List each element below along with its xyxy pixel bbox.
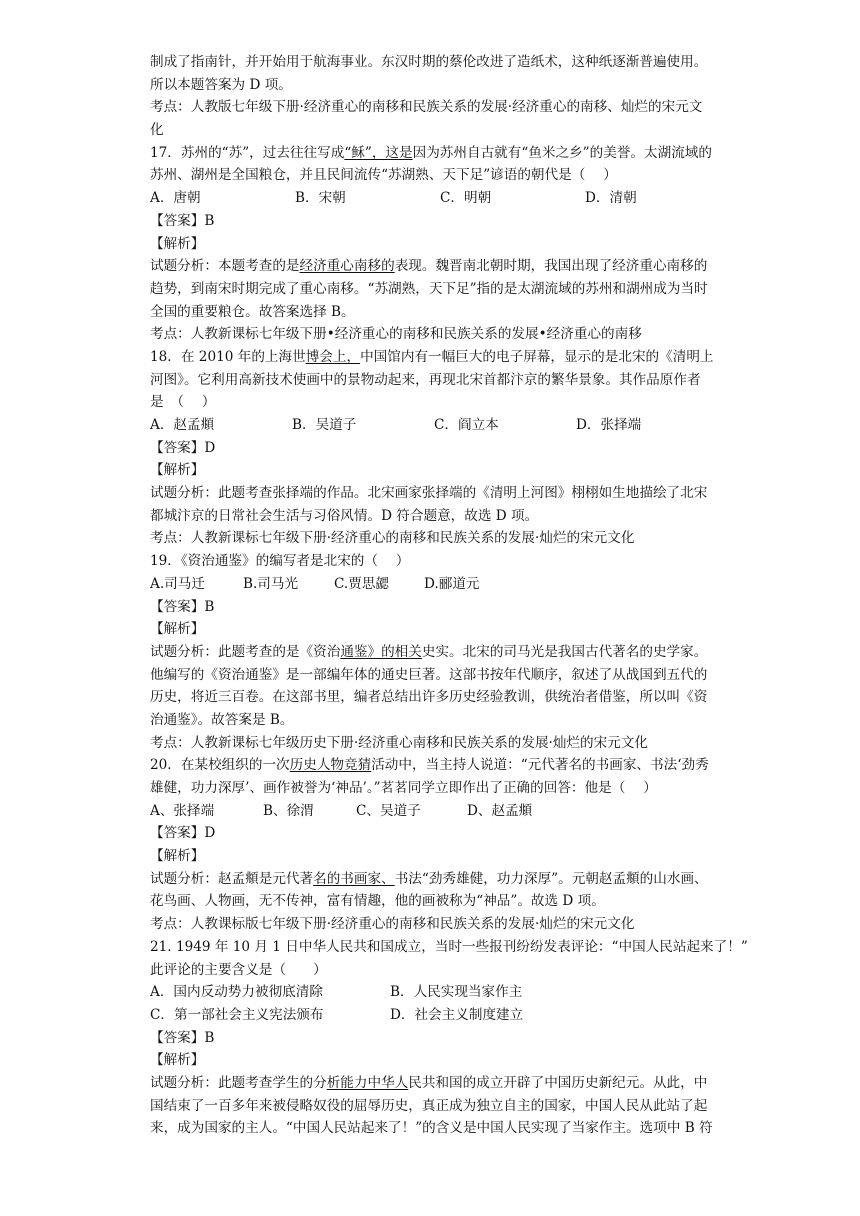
q18-jiexi-label: 【解析】 [150, 462, 205, 479]
option-b: B、徐渭 [263, 802, 314, 819]
q21-answer: 【答案】B [150, 1029, 215, 1046]
option-d: D.郦道元 [424, 575, 480, 592]
q20-stem: 雄健，功力深厚’、画作被誉为‘神品’。”茗茗同学立即作出了正确的回答：他是（ ） [150, 780, 657, 796]
q17-kaodian: 考点：人教新课标七年级下册•经济重心的南移和民族关系的发展•经济重心的南移 [150, 326, 642, 343]
q17-options [150, 187, 785, 210]
q19-analysis: 历史，将近三百卷。在这部书里，编者总结出许多历史经验教训，供统治者借鉴，所以叫《资 [150, 689, 708, 706]
q19-kaodian: 考点：人教新课标七年级历史下册·经济重心南移和民族关系的发展·灿烂的宋元文化 [150, 734, 649, 751]
underlined-text: 历史人物竞猜 [289, 757, 372, 774]
underlined-text: 经济重心南移的 [299, 258, 395, 275]
q17-analysis: 试题分析：本题考查的是经济重心南移的表现。魏晋南北朝时期，我国出现了经济重心南移的 [150, 258, 708, 275]
q20-answer: 【答案】D [150, 825, 216, 842]
q21-stem: 此评论的主要含义是（ ） [150, 961, 327, 978]
option-d: D．张择端 [576, 417, 642, 433]
option-b: B．吴道子 [292, 417, 357, 433]
option-a: A．赵孟頫 [150, 417, 215, 433]
option-c: C．第一部社会主义宪法颁布 [150, 1006, 324, 1023]
q16-analysis-line: 制成了指南针，并开始用于航海事业。东汉时期的蔡伦改进了造纸术，这种纸逐渐普遍使用。 [150, 54, 708, 70]
q17-analysis: 全国的重要粮仓。故答案选择 B。 [150, 303, 355, 320]
option-d: D．清朝 [585, 190, 637, 207]
option-c: C.贾思勰 [334, 575, 390, 592]
q20-kaodian: 考点：人教课标版七年级下册·经济重心的南移和民族关系的发展·灿烂的宋元文化 [150, 916, 635, 933]
option-d: D、赵孟頫 [467, 802, 533, 819]
q16-kaodian: 考点：人教版七年级下册·经济重心的南移和民族关系的发展·经济重心的南移、灿烂的宋元文 [150, 99, 703, 116]
underlined-text: “稣”，这是 [344, 144, 413, 161]
q19-analysis: 他编写的《资治通鉴》是一部编年体的通史巨著。这部书按年代顺序，叙述了从战国到五代的 [150, 666, 708, 683]
q18-analysis: 试题分析：此题考查张择端的作品。北宋画家张择端的《清明上河图》栩栩如生地描绘了北宋 [150, 485, 708, 502]
q21-options-row [150, 1004, 785, 1027]
q19-stem: 19．《资治通鉴》的编写者是北宋的（ ） [150, 553, 410, 570]
option-c: C、吴道子 [356, 802, 421, 819]
underlined-text: 博会上， [305, 348, 361, 365]
q20-analysis: 花鸟画、人物画，无不传神，富有情趣，他的画被称为“神品”。故选 D 项。 [150, 893, 605, 910]
option-a: A．唐朝 [150, 190, 201, 207]
option-a: A．国内反动势力被彻底清除 [150, 984, 323, 1001]
option-a: A.司马迁 [150, 575, 205, 592]
q16-kaodian: 化 [150, 122, 164, 139]
q21-analysis: 来，成为国家的主人。“中国人民站起来了！”的含义是中国人民实现了当家作主。选项中 B 符 [150, 1120, 713, 1137]
q16-analysis-line: 所以本题答案为 D 项。 [150, 76, 292, 93]
underlined-text: 通鉴》的相关 [340, 643, 422, 660]
q20-options [150, 800, 785, 823]
q19-answer: 【答案】B [150, 598, 215, 615]
q21-analysis: 国结束了一百多年来被侵略奴役的屈辱历史，真正成为独立自主的国家，中国人民从此站了起 [150, 1097, 708, 1114]
q17-stem: 苏州、湖州是全国粮仓，并且民间流传“苏湖熟、天下足”谚语的朝代是（ ） [150, 167, 617, 184]
q20-analysis: 试题分析：赵孟頫是元代著名的书画家、书法“劲秀雄健，功力深厚”。元朝赵孟頫的山水画、 [150, 870, 708, 887]
option-b: B．宋朝 [295, 190, 346, 207]
option-c: C．阎立本 [434, 417, 499, 433]
q18-kaodian: 考点：人教新课标七年级下册·经济重心的南移和民族关系的发展·灿烂的宋元文化 [150, 530, 635, 547]
exam-document [150, 51, 785, 1140]
q17-answer: 【答案】B [150, 212, 215, 229]
q17-analysis: 趋势，到南宋时期完成了重心南移。“苏湖熟，天下足”指的是太湖流域的苏州和湖州成为当时 [150, 280, 708, 297]
q18-options [150, 414, 785, 437]
q20-jiexi-label: 【解析】 [150, 848, 205, 865]
option-c: C．明朝 [440, 190, 492, 207]
option-b: B．人民实现当家作主 [390, 984, 523, 1001]
q17-jiexi-label: 【解析】 [150, 235, 205, 252]
q18-stem: 是 （ ） [150, 394, 216, 411]
underlined-text: 析能力中华人 [326, 1074, 409, 1091]
q18-stem: 河图》。它利用高新技术使画中的景物动起来，再现北宋首都汴京的繁华景象。其作品原作者 [150, 371, 701, 388]
q21-analysis: 试题分析：此题考查学生的分析能力中华人民共和国的成立开辟了中国历史新纪元。从此，中 [150, 1074, 708, 1091]
q19-analysis: 试题分析：此题考查的是《资治通鉴》的相关史实。北宋的司马光是我国古代著名的史学家。 [150, 643, 708, 660]
q18-analysis: 都城汴京的日常社会生活与习俗风情。D 符合题意，故选 D 项。 [150, 507, 539, 524]
underlined-text: 名的书画家、 [313, 870, 395, 887]
q21-stem: 21. 1949 年 10 月 1 日中华人民共和国成立，当时一些报刊纷纷发表评论：“中国人民站起来了！” [150, 938, 748, 955]
q19-options [150, 573, 785, 596]
option-b: B.司马光 [243, 575, 299, 592]
q18-answer: 【答案】D [150, 439, 216, 456]
q17-stem: 17．苏州的“苏”，过去往往写成“稣”，这是因为苏州自古就有“鱼米之乡”的美誉。太湖流域的 [150, 144, 712, 161]
q21-jiexi-label: 【解析】 [150, 1052, 205, 1069]
q19-jiexi-label: 【解析】 [150, 621, 205, 638]
q20-stem: 20．在某校组织的一次历史人物竞猜活动中，当主持人说道：“元代著名的书画家、书法‘劲秀 [150, 757, 709, 774]
option-d: D．社会主义制度建立 [390, 1006, 524, 1023]
option-a: A、张择端 [150, 802, 215, 819]
q21-options-row [150, 981, 785, 1004]
q19-analysis: 治通鉴》。故答案是 B。 [150, 711, 294, 728]
q18-stem: 18．在 2010 年的上海世博会上，中国馆内有一幅巨大的电子屏幕，显示的是北宋的《清明上 [150, 348, 714, 365]
